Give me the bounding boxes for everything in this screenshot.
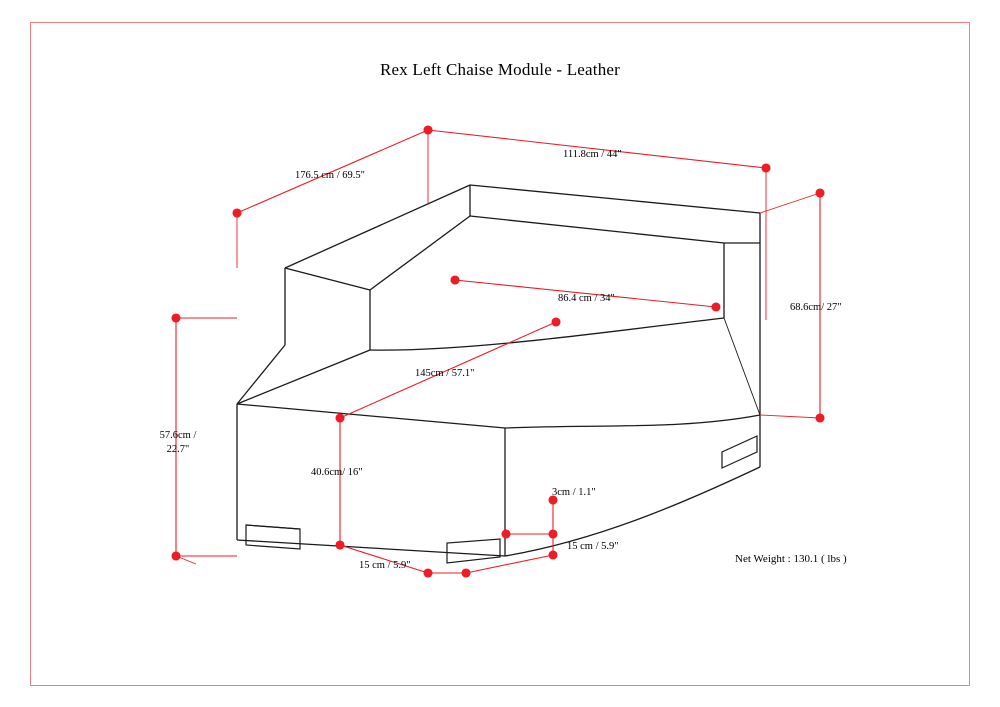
dimension-label-overall-width: 111.8cm / 44" bbox=[563, 149, 622, 160]
dimension-label-back-height: 68.6cm/ 27" bbox=[790, 302, 842, 313]
dimension-label-leg-depth-left: 15 cm / 5.9" bbox=[359, 560, 411, 571]
dimension-label-arm-height-line2: 22.7" bbox=[166, 444, 190, 455]
dimension-label-leg-depth-right: 15 cm / 5.9" bbox=[567, 541, 619, 552]
net-weight-label: Net Weight : 130.1 ( lbs ) bbox=[735, 553, 847, 565]
dimension-label-seat-height: 40.6cm/ 16" bbox=[311, 467, 363, 478]
sofa-legs bbox=[246, 436, 757, 563]
sofa-body-outline bbox=[237, 185, 760, 556]
dimension-label-overall-depth: 176.5 cm / 69.5" bbox=[295, 170, 365, 181]
dimension-label-arm-height-line1: 57.6cm / bbox=[159, 430, 197, 441]
dimension-lines bbox=[172, 126, 824, 577]
dimension-label-inner-width: 86.4 cm / 34" bbox=[558, 293, 615, 304]
dimension-label-chaise-length: 145cm / 57.1" bbox=[415, 368, 475, 379]
page-title: Rex Left Chaise Module - Leather bbox=[379, 60, 621, 79]
dimension-label-leg-height: 3cm / 1.1" bbox=[552, 487, 596, 498]
